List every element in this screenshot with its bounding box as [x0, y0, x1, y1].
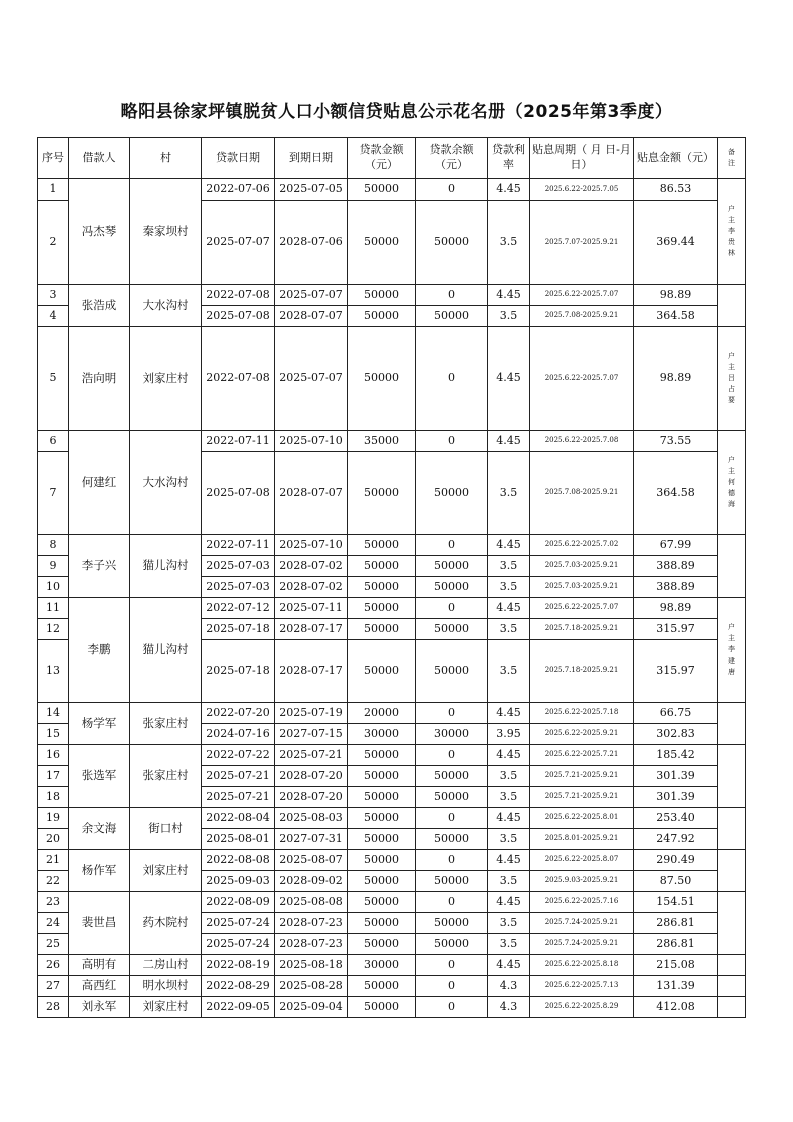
cell-subsidy: 388.89 [634, 556, 718, 577]
cell-loan-date: 2025-09-03 [202, 871, 275, 892]
cell-seq: 23 [38, 892, 69, 913]
cell-period: 2025.6.22-2025.7.08 [530, 431, 634, 452]
header-remark [718, 138, 746, 179]
cell-loan-date: 2025-08-01 [202, 829, 275, 850]
cell-balance: 50000 [416, 452, 488, 535]
cell-amount: 50000 [348, 577, 416, 598]
cell-balance: 50000 [416, 871, 488, 892]
cell-period: 2025.6.22-2025.7.21 [530, 745, 634, 766]
cell-balance: 50000 [416, 766, 488, 787]
cell-borrower: 张选军 [69, 745, 130, 808]
cell-amount: 50000 [348, 179, 416, 201]
cell-remark-text: 户主何德海 [728, 455, 735, 509]
cell-seq: 10 [38, 577, 69, 598]
cell-balance: 0 [416, 703, 488, 724]
cell-remark [718, 745, 746, 808]
cell-seq: 27 [38, 976, 69, 997]
cell-remark [718, 285, 746, 327]
cell-seq: 19 [38, 808, 69, 829]
cell-rate: 3.5 [488, 913, 530, 934]
cell-seq: 26 [38, 955, 69, 976]
cell-remark [718, 703, 746, 745]
table-row [38, 955, 746, 976]
cell-amount: 50000 [348, 285, 416, 306]
cell-rate: 4.45 [488, 431, 530, 452]
table-row [38, 808, 746, 829]
cell-balance: 50000 [416, 787, 488, 808]
cell-period: 2025.7.18-2025.9.21 [530, 619, 634, 640]
cell-village: 街口村 [130, 808, 202, 850]
header-seq: 序号 [38, 138, 69, 179]
cell-rate: 3.95 [488, 724, 530, 745]
cell-village: 猫儿沟村 [130, 598, 202, 703]
cell-period: 2025.6.22-2025.8.29 [530, 997, 634, 1018]
cell-due-date: 2025-07-10 [275, 535, 348, 556]
table-header-row [38, 138, 746, 179]
cell-rate: 3.5 [488, 556, 530, 577]
cell-period: 2025.6.22-2025.8.18 [530, 955, 634, 976]
cell-amount: 50000 [348, 640, 416, 703]
cell-balance: 0 [416, 892, 488, 913]
cell-amount: 50000 [348, 976, 416, 997]
cell-village: 秦家坝村 [130, 179, 202, 285]
header-subsidy: 贴息金额（元） [634, 138, 718, 179]
cell-due-date: 2028-07-02 [275, 556, 348, 577]
cell-amount: 50000 [348, 452, 416, 535]
cell-balance: 30000 [416, 724, 488, 745]
cell-seq: 28 [38, 997, 69, 1018]
cell-seq: 13 [38, 640, 69, 703]
cell-due-date: 2028-07-23 [275, 913, 348, 934]
cell-period: 2025.7.03-2025.9.21 [530, 556, 634, 577]
cell-rate: 3.5 [488, 934, 530, 955]
cell-subsidy: 364.58 [634, 452, 718, 535]
cell-loan-date: 2022-07-12 [202, 598, 275, 619]
cell-seq: 25 [38, 934, 69, 955]
cell-seq: 22 [38, 871, 69, 892]
table-row [38, 850, 746, 871]
cell-rate: 4.45 [488, 892, 530, 913]
cell-borrower: 李鹏 [69, 598, 130, 703]
cell-period: 2025.6.22-2025.7.18 [530, 703, 634, 724]
cell-amount: 50000 [348, 871, 416, 892]
cell-amount: 50000 [348, 913, 416, 934]
cell-due-date: 2025-08-07 [275, 850, 348, 871]
cell-subsidy: 98.89 [634, 327, 718, 431]
cell-amount: 30000 [348, 724, 416, 745]
cell-seq: 24 [38, 913, 69, 934]
cell-period: 2025.6.22-2025.7.07 [530, 327, 634, 431]
cell-amount: 50000 [348, 997, 416, 1018]
cell-borrower: 张浩成 [69, 285, 130, 327]
table-row [38, 285, 746, 306]
cell-balance: 0 [416, 285, 488, 306]
cell-subsidy: 73.55 [634, 431, 718, 452]
cell-loan-date: 2025-07-18 [202, 640, 275, 703]
cell-village: 大水沟村 [130, 285, 202, 327]
cell-seq: 2 [38, 201, 69, 285]
cell-amount: 50000 [348, 306, 416, 327]
cell-village: 刘家庄村 [130, 327, 202, 431]
cell-loan-date: 2025-07-08 [202, 452, 275, 535]
cell-loan-date: 2022-08-09 [202, 892, 275, 913]
cell-due-date: 2025-07-11 [275, 598, 348, 619]
cell-seq: 1 [38, 179, 69, 201]
cell-remark-text: 户主李贵林 [728, 204, 735, 258]
subsidy-table [37, 137, 746, 1018]
cell-amount: 50000 [348, 327, 416, 431]
cell-amount: 50000 [348, 201, 416, 285]
header-village: 村 [130, 138, 202, 179]
cell-loan-date: 2022-07-20 [202, 703, 275, 724]
cell-seq: 15 [38, 724, 69, 745]
cell-due-date: 2025-09-04 [275, 997, 348, 1018]
cell-subsidy: 286.81 [634, 934, 718, 955]
cell-balance: 50000 [416, 640, 488, 703]
cell-borrower: 浩向明 [69, 327, 130, 431]
cell-village: 刘家庄村 [130, 850, 202, 892]
cell-subsidy: 315.97 [634, 619, 718, 640]
cell-balance: 50000 [416, 201, 488, 285]
cell-seq: 20 [38, 829, 69, 850]
cell-due-date: 2027-07-31 [275, 829, 348, 850]
cell-loan-date: 2025-07-24 [202, 934, 275, 955]
cell-borrower: 何建红 [69, 431, 130, 535]
cell-subsidy: 388.89 [634, 577, 718, 598]
cell-remark [718, 808, 746, 850]
cell-borrower: 高明有 [69, 955, 130, 976]
cell-balance: 0 [416, 179, 488, 201]
cell-loan-date: 2022-07-08 [202, 327, 275, 431]
cell-period: 2025.9.03-2025.9.21 [530, 871, 634, 892]
cell-balance: 0 [416, 997, 488, 1018]
cell-rate: 4.45 [488, 327, 530, 431]
cell-seq: 8 [38, 535, 69, 556]
cell-remark [718, 976, 746, 997]
cell-amount: 20000 [348, 703, 416, 724]
cell-seq: 12 [38, 619, 69, 640]
cell-amount: 50000 [348, 934, 416, 955]
cell-subsidy: 301.39 [634, 787, 718, 808]
cell-village: 二房山村 [130, 955, 202, 976]
cell-seq: 17 [38, 766, 69, 787]
cell-subsidy: 67.99 [634, 535, 718, 556]
cell-remark [718, 997, 746, 1018]
cell-period: 2025.6.22-2025.8.07 [530, 850, 634, 871]
cell-borrower: 杨学军 [69, 703, 130, 745]
cell-seq: 6 [38, 431, 69, 452]
cell-period: 2025.7.24-2025.9.21 [530, 913, 634, 934]
cell-village: 刘家庄村 [130, 997, 202, 1018]
cell-village: 大水沟村 [130, 431, 202, 535]
table-row [38, 997, 746, 1018]
cell-subsidy: 315.97 [634, 640, 718, 703]
cell-rate: 3.5 [488, 640, 530, 703]
cell-loan-date: 2022-08-08 [202, 850, 275, 871]
cell-rate: 4.45 [488, 598, 530, 619]
cell-period: 2025.7.07-2025.9.21 [530, 201, 634, 285]
cell-due-date: 2025-08-08 [275, 892, 348, 913]
header-loan-date: 贷款日期 [202, 138, 275, 179]
cell-balance: 0 [416, 808, 488, 829]
cell-seq: 4 [38, 306, 69, 327]
cell-seq: 9 [38, 556, 69, 577]
table-row [38, 745, 746, 766]
cell-loan-date: 2022-07-11 [202, 535, 275, 556]
cell-period: 2025.7.18-2025.9.21 [530, 640, 634, 703]
cell-remark-text: 户主吕占要 [728, 351, 735, 405]
table-row [38, 892, 746, 913]
cell-balance: 0 [416, 850, 488, 871]
header-period: 贴息周期（ 月 日-月 日） [530, 138, 634, 179]
cell-loan-date: 2025-07-21 [202, 787, 275, 808]
cell-rate: 3.5 [488, 577, 530, 598]
cell-rate: 4.3 [488, 976, 530, 997]
cell-balance: 50000 [416, 577, 488, 598]
cell-rate: 4.45 [488, 703, 530, 724]
cell-period: 2025.7.21-2025.9.21 [530, 766, 634, 787]
cell-rate: 3.5 [488, 452, 530, 535]
cell-due-date: 2028-09-02 [275, 871, 348, 892]
cell-balance: 0 [416, 745, 488, 766]
cell-amount: 50000 [348, 808, 416, 829]
header-remark-text: 备注 [728, 147, 735, 167]
header-amount: 贷款金额（元） [348, 138, 416, 179]
cell-loan-date: 2024-07-16 [202, 724, 275, 745]
cell-period: 2025.6.22-2025.7.07 [530, 598, 634, 619]
cell-remark-text: 户主李建唐 [728, 623, 735, 676]
cell-borrower: 李子兴 [69, 535, 130, 598]
cell-due-date: 2025-07-19 [275, 703, 348, 724]
table-row [38, 703, 746, 724]
cell-balance: 0 [416, 535, 488, 556]
cell-subsidy: 131.39 [634, 976, 718, 997]
cell-borrower: 余文海 [69, 808, 130, 850]
cell-subsidy: 253.40 [634, 808, 718, 829]
cell-subsidy: 86.53 [634, 179, 718, 201]
table-row [38, 431, 746, 452]
cell-village: 明水坝村 [130, 976, 202, 997]
cell-rate: 3.5 [488, 829, 530, 850]
table-row [38, 598, 746, 619]
cell-borrower: 裴世昌 [69, 892, 130, 955]
cell-amount: 50000 [348, 598, 416, 619]
cell-loan-date: 2022-07-11 [202, 431, 275, 452]
cell-period: 2025.6.22-2025.7.13 [530, 976, 634, 997]
cell-balance: 50000 [416, 556, 488, 577]
cell-village: 药木院村 [130, 892, 202, 955]
cell-due-date: 2025-07-10 [275, 431, 348, 452]
cell-seq: 18 [38, 787, 69, 808]
cell-rate: 3.5 [488, 619, 530, 640]
cell-subsidy: 301.39 [634, 766, 718, 787]
cell-loan-date: 2025-07-18 [202, 619, 275, 640]
cell-amount: 50000 [348, 745, 416, 766]
cell-balance: 0 [416, 327, 488, 431]
cell-loan-date: 2022-08-29 [202, 976, 275, 997]
cell-seq: 11 [38, 598, 69, 619]
cell-amount: 50000 [348, 892, 416, 913]
cell-due-date: 2028-07-07 [275, 306, 348, 327]
cell-rate: 4.3 [488, 997, 530, 1018]
cell-subsidy: 185.42 [634, 745, 718, 766]
cell-rate: 4.45 [488, 745, 530, 766]
cell-remark [718, 850, 746, 892]
cell-subsidy: 247.92 [634, 829, 718, 850]
cell-loan-date: 2022-07-22 [202, 745, 275, 766]
cell-period: 2025.6.22-2025.9.21 [530, 724, 634, 745]
cell-amount: 50000 [348, 556, 416, 577]
cell-remark [718, 598, 746, 703]
page-title: 略阳县徐家坪镇脱贫人口小额信贷贴息公示花名册（2025年第3季度） [120, 102, 673, 122]
cell-amount: 50000 [348, 766, 416, 787]
table-row [38, 976, 746, 997]
cell-balance: 50000 [416, 934, 488, 955]
cell-loan-date: 2025-07-08 [202, 306, 275, 327]
cell-subsidy: 66.75 [634, 703, 718, 724]
cell-seq: 3 [38, 285, 69, 306]
cell-balance: 0 [416, 431, 488, 452]
cell-subsidy: 290.49 [634, 850, 718, 871]
header-borrower: 借款人 [69, 138, 130, 179]
cell-subsidy: 364.58 [634, 306, 718, 327]
cell-village: 张家庄村 [130, 703, 202, 745]
cell-loan-date: 2022-09-05 [202, 997, 275, 1018]
cell-amount: 50000 [348, 619, 416, 640]
cell-balance: 50000 [416, 829, 488, 850]
table-row [38, 535, 746, 556]
cell-amount: 30000 [348, 955, 416, 976]
cell-remark [718, 535, 746, 598]
cell-due-date: 2028-07-20 [275, 787, 348, 808]
cell-due-date: 2025-08-28 [275, 976, 348, 997]
cell-subsidy: 98.89 [634, 285, 718, 306]
cell-due-date: 2028-07-02 [275, 577, 348, 598]
cell-seq: 5 [38, 327, 69, 431]
cell-rate: 4.45 [488, 955, 530, 976]
cell-loan-date: 2025-07-24 [202, 913, 275, 934]
cell-balance: 0 [416, 976, 488, 997]
cell-due-date: 2025-07-07 [275, 327, 348, 431]
cell-due-date: 2025-07-07 [275, 285, 348, 306]
cell-due-date: 2025-08-03 [275, 808, 348, 829]
cell-due-date: 2028-07-23 [275, 934, 348, 955]
cell-loan-date: 2025-07-03 [202, 577, 275, 598]
cell-due-date: 2027-07-15 [275, 724, 348, 745]
cell-subsidy: 154.51 [634, 892, 718, 913]
cell-period: 2025.6.22-2025.7.05 [530, 179, 634, 201]
cell-rate: 4.45 [488, 808, 530, 829]
cell-period: 2025.7.24-2025.9.21 [530, 934, 634, 955]
cell-rate: 4.45 [488, 850, 530, 871]
cell-loan-date: 2025-07-21 [202, 766, 275, 787]
cell-seq: 21 [38, 850, 69, 871]
cell-loan-date: 2022-07-08 [202, 285, 275, 306]
cell-amount: 50000 [348, 850, 416, 871]
cell-amount: 35000 [348, 431, 416, 452]
table-row [38, 179, 746, 201]
cell-borrower: 冯杰琴 [69, 179, 130, 285]
cell-rate: 4.45 [488, 285, 530, 306]
cell-village: 张家庄村 [130, 745, 202, 808]
cell-period: 2025.7.08-2025.9.21 [530, 306, 634, 327]
cell-remark [718, 955, 746, 976]
cell-balance: 50000 [416, 913, 488, 934]
header-balance: 贷款余额（元） [416, 138, 488, 179]
cell-period: 2025.7.08-2025.9.21 [530, 452, 634, 535]
cell-seq: 14 [38, 703, 69, 724]
cell-village: 猫儿沟村 [130, 535, 202, 598]
cell-rate: 4.45 [488, 179, 530, 201]
header-due-date: 到期日期 [275, 138, 348, 179]
cell-due-date: 2028-07-07 [275, 452, 348, 535]
cell-due-date: 2025-07-05 [275, 179, 348, 201]
cell-due-date: 2025-08-18 [275, 955, 348, 976]
cell-loan-date: 2022-08-04 [202, 808, 275, 829]
cell-remark [718, 179, 746, 285]
cell-rate: 3.5 [488, 306, 530, 327]
cell-subsidy: 369.44 [634, 201, 718, 285]
cell-remark [718, 892, 746, 955]
cell-subsidy: 98.89 [634, 598, 718, 619]
cell-borrower: 高西红 [69, 976, 130, 997]
cell-rate: 3.5 [488, 787, 530, 808]
cell-period: 2025.7.03-2025.9.21 [530, 577, 634, 598]
cell-subsidy: 215.08 [634, 955, 718, 976]
cell-subsidy: 286.81 [634, 913, 718, 934]
cell-balance: 50000 [416, 306, 488, 327]
cell-due-date: 2025-07-21 [275, 745, 348, 766]
cell-remark [718, 327, 746, 431]
cell-due-date: 2028-07-17 [275, 640, 348, 703]
table-row [38, 327, 746, 431]
cell-period: 2025.6.22-2025.7.02 [530, 535, 634, 556]
cell-balance: 50000 [416, 619, 488, 640]
cell-balance: 0 [416, 955, 488, 976]
cell-period: 2025.8.01-2025.9.21 [530, 829, 634, 850]
header-rate: 贷款利率 [488, 138, 530, 179]
cell-seq: 16 [38, 745, 69, 766]
cell-amount: 50000 [348, 535, 416, 556]
cell-subsidy: 412.08 [634, 997, 718, 1018]
cell-borrower: 杨作军 [69, 850, 130, 892]
cell-remark [718, 431, 746, 535]
cell-rate: 4.45 [488, 535, 530, 556]
cell-due-date: 2028-07-17 [275, 619, 348, 640]
cell-due-date: 2028-07-20 [275, 766, 348, 787]
cell-loan-date: 2022-07-06 [202, 179, 275, 201]
cell-period: 2025.6.22-2025.8.01 [530, 808, 634, 829]
cell-loan-date: 2025-07-07 [202, 201, 275, 285]
cell-rate: 3.5 [488, 201, 530, 285]
cell-loan-date: 2025-07-03 [202, 556, 275, 577]
cell-amount: 50000 [348, 787, 416, 808]
cell-period: 2025.7.21-2025.9.21 [530, 787, 634, 808]
cell-rate: 3.5 [488, 766, 530, 787]
cell-borrower: 刘永军 [69, 997, 130, 1018]
cell-loan-date: 2022-08-19 [202, 955, 275, 976]
cell-due-date: 2028-07-06 [275, 201, 348, 285]
cell-subsidy: 87.50 [634, 871, 718, 892]
cell-amount: 50000 [348, 829, 416, 850]
cell-balance: 0 [416, 598, 488, 619]
cell-period: 2025.6.22-2025.7.07 [530, 285, 634, 306]
cell-subsidy: 302.83 [634, 724, 718, 745]
cell-seq: 7 [38, 452, 69, 535]
cell-rate: 3.5 [488, 871, 530, 892]
cell-period: 2025.6.22-2025.7.16 [530, 892, 634, 913]
